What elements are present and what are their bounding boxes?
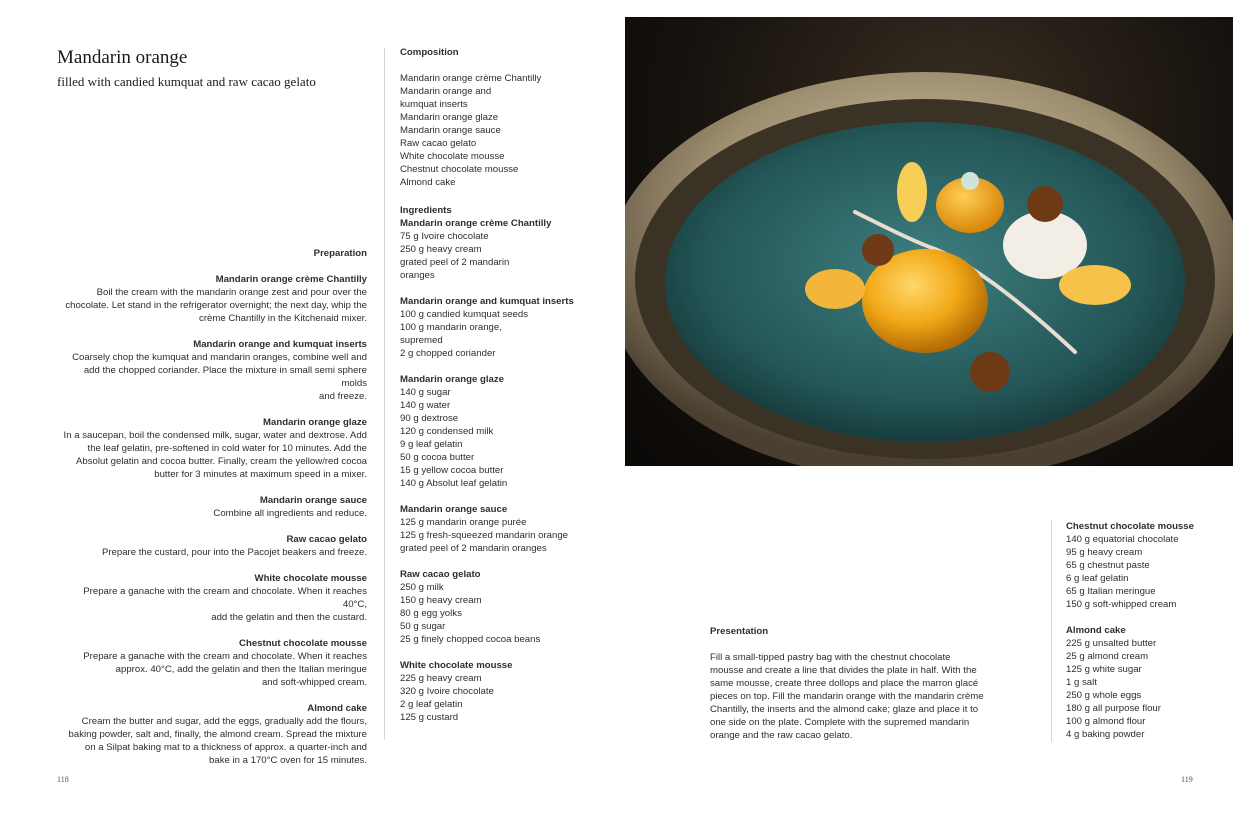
presentation-text [710, 651, 990, 742]
step-text-line: In a saucepan, boil the condensed milk, sugar, water and dextrose. Add [63, 430, 367, 441]
step-text-line: Cream the butter and sugar, add the eggs, gradually add the flours, [81, 716, 367, 727]
composition-item: White chocolate mousse [400, 151, 505, 162]
preparation-step [57, 273, 367, 325]
ingredient-list [400, 516, 600, 555]
ingredient-item: 180 g all purpose flour [1066, 703, 1161, 714]
ingredient-item: 125 g custard [400, 712, 459, 723]
ingredient-item: 50 g sugar [400, 621, 446, 632]
ingredient-list [1066, 637, 1226, 741]
preparation-heading: Preparation [313, 248, 367, 259]
ingredient-item: 150 g soft-whipped cream [1066, 599, 1177, 610]
step-text-line: crème Chantilly in the Kitchenaid mixer. [199, 313, 367, 324]
column-divider [384, 48, 385, 740]
step-text-line: Prepare the custard, pour into the Pacojet beakers and freeze. [101, 547, 367, 558]
ingredient-group [1066, 520, 1226, 611]
preparation-step [57, 416, 367, 481]
ingredient-item: grated peel of 2 mandarin oranges [400, 543, 547, 554]
ingredient-item: 225 g unsalted butter [1066, 638, 1157, 649]
step-text-line: and soft-whipped cream. [261, 677, 367, 688]
step-title: White chocolate mousse [254, 573, 367, 584]
step-title: Mandarin orange and kumquat inserts [193, 339, 367, 350]
ingredient-group [1066, 624, 1226, 741]
column-divider-right [1051, 520, 1052, 742]
step-text-line: chocolate. Let stand in the refrigerator overnight; the next day, whip the [65, 300, 367, 311]
preparation-step [57, 494, 367, 520]
ingredient-group-title: Mandarin orange sauce [400, 504, 508, 515]
composition-list [400, 72, 600, 189]
ingredient-item: supremed [400, 335, 443, 346]
right-page [620, 0, 1250, 824]
ingredient-list [400, 581, 600, 646]
ingredient-group [400, 217, 600, 282]
step-title: Mandarin orange glaze [263, 417, 367, 428]
step-text-line: on a Silpat baking mat to a thickness of approx. a quarter-inch and [84, 742, 367, 753]
presentation-text-line: Fill a small-tipped pastry bag with the chestnut chocolate [710, 652, 951, 663]
step-title: Chestnut chocolate mousse [239, 638, 367, 649]
ingredient-group [400, 373, 600, 490]
ingredient-group [400, 568, 600, 646]
ingredient-item: 140 g water [400, 400, 451, 411]
ingredient-item: 140 g Absolut leaf gelatin [400, 478, 508, 489]
ingredient-item: 25 g finely chopped cocoa beans [400, 634, 541, 645]
ingredient-item: grated peel of 2 mandarin [400, 257, 510, 268]
ingredient-item: 25 g almond cream [1066, 651, 1149, 662]
ingredient-group-title: Mandarin orange crème Chantilly [400, 218, 552, 229]
presentation-text-line: one side on the plate. Complete with the supremed mandarin [710, 717, 970, 728]
preparation-step [57, 702, 367, 767]
presentation-text-line: Chantilly, the inserts and the almond cake; glaze and place it to [710, 704, 979, 715]
ingredient-item: 125 g fresh-squeezed mandarin orange [400, 530, 569, 541]
ingredient-item: 95 g heavy cream [1066, 547, 1143, 558]
ingredient-item: 250 g whole eggs [1066, 690, 1142, 701]
ingredient-group [400, 503, 600, 555]
composition-item: kumquat inserts [400, 99, 468, 110]
ingredient-item: 120 g condensed milk [400, 426, 494, 437]
ingredients-heading: Ingredients [400, 205, 452, 216]
ingredient-group [400, 295, 600, 360]
ingredient-group-title: Chestnut chocolate mousse [1066, 521, 1194, 532]
ingredients-continued [1066, 520, 1226, 754]
ingredient-group-title: Mandarin orange glaze [400, 374, 504, 385]
step-title: Raw cacao gelato [286, 534, 367, 545]
composition-item: Mandarin orange sauce [400, 125, 501, 136]
ingredient-item: 65 g Italian meringue [1066, 586, 1156, 597]
composition-block [400, 46, 600, 189]
presentation-text-line: same mousse, create three dollops and place the marron glacé [710, 678, 979, 689]
ingredient-list [400, 230, 600, 282]
preparation-steps [57, 273, 367, 767]
step-text-line: approx. 40°C, add the gelatin and then the Italian meringue [115, 664, 367, 675]
ingredient-item: 4 g baking powder [1066, 729, 1145, 740]
composition-item: Mandarin orange glaze [400, 112, 499, 123]
ingredient-item: 100 g almond flour [1066, 716, 1146, 727]
ingredient-group-title: Raw cacao gelato [400, 569, 481, 580]
ingredients-block [400, 204, 600, 737]
step-text-line: Coarsely chop the kumquat and mandarin oranges, combine well and [72, 352, 367, 363]
plated-dessert-illustration [625, 17, 1233, 466]
preparation-column [57, 247, 367, 780]
presentation-block [710, 625, 990, 742]
ingredient-item: 1 g salt [1066, 677, 1097, 688]
step-text-line: bake in a 170°C oven for 15 minutes. [209, 755, 367, 766]
recipe-subtitle: filled with candied kumquat and raw cacao gelato [57, 74, 316, 89]
composition-item: Raw cacao gelato [400, 138, 477, 149]
composition-heading: Composition [400, 47, 459, 58]
ingredient-list [400, 308, 600, 360]
ingredient-item: 9 g leaf gelatin [400, 439, 463, 450]
ingredient-item: 140 g equatorial chocolate [1066, 534, 1179, 545]
step-text-line: the leaf gelatin, pre-softened in cold water for 10 minutes. Add the [87, 443, 367, 454]
left-page [0, 0, 620, 824]
preparation-step [57, 338, 367, 403]
ingredient-item: oranges [400, 270, 435, 281]
step-text-line: Prepare a ganache with the cream and chocolate. When it reaches [83, 651, 367, 662]
ingredient-list [400, 386, 600, 490]
step-text-line: Absolut gelatin and cocoa butter. Finally, cream the yellow/red cocoa [76, 456, 367, 467]
ingredient-item: 125 g mandarin orange purée [400, 517, 527, 528]
ingredient-group-title: Almond cake [1066, 625, 1126, 636]
ingredient-item: 225 g heavy cream [400, 673, 482, 684]
ingredient-item: 90 g dextrose [400, 413, 459, 424]
preparation-step [57, 572, 367, 624]
step-text-line: baking powder, salt and, finally, the almond cream. Spread the mixture [68, 729, 367, 740]
composition-item: Mandarin orange and [400, 86, 492, 97]
preparation-step [57, 637, 367, 689]
ingredient-item: 15 g yellow cocoa butter [400, 465, 504, 476]
ingredient-item: 250 g heavy cream [400, 244, 482, 255]
preparation-step [57, 533, 367, 559]
presentation-text-line: orange and the raw cacao gelato. [710, 730, 853, 741]
composition-item: Mandarin orange crème Chantilly [400, 73, 542, 84]
step-text-line: butter for 3 minutes at maximum speed in a mixer. [154, 469, 367, 480]
ingredient-item: 320 g Ivoire chocolate [400, 686, 494, 697]
ingredient-group [400, 659, 600, 724]
ingredient-item: 65 g chestnut paste [1066, 560, 1150, 571]
ingredient-item: 6 g leaf gelatin [1066, 573, 1129, 584]
page-number-right: 119 [1181, 775, 1193, 784]
presentation-text-line: pieces on top. Fill the mandarin orange with the mandarin crème [710, 691, 984, 702]
step-title: Mandarin orange sauce [259, 495, 367, 506]
ingredient-item: 50 g cocoa butter [400, 452, 475, 463]
ingredients-list [400, 217, 600, 724]
step-title: Mandarin orange crème Chantilly [215, 274, 367, 285]
ingredient-item: 80 g egg yolks [400, 608, 462, 619]
recipe-title: Mandarin orange [57, 47, 188, 68]
step-text-line: Prepare a ganache with the cream and chocolate. When it reaches 40°C, [83, 586, 367, 610]
ingredient-list [400, 672, 600, 724]
step-text-line: add the gelatin and then the custard. [211, 612, 367, 623]
ingredient-item: 75 g Ivoire chocolate [400, 231, 489, 242]
step-text-line: Combine all ingredients and reduce. [213, 508, 367, 519]
presentation-text-line: mousse and create a line that divides the plate in half. With the [710, 665, 977, 676]
ingredient-group-title: Mandarin orange and kumquat inserts [400, 296, 574, 307]
step-text-line: and freeze. [318, 391, 367, 402]
step-text-line: Boil the cream with the mandarin orange zest and pour over the [96, 287, 367, 298]
ingredient-item: 125 g white sugar [1066, 664, 1142, 675]
step-text-line: add the chopped coriander. Place the mixture in small semi sphere molds [83, 365, 367, 389]
page-number-left: 118 [57, 775, 69, 784]
composition-item: Chestnut chocolate mousse [400, 164, 519, 175]
ingredient-item: 150 g heavy cream [400, 595, 482, 606]
ingredient-item: 2 g chopped coriander [400, 348, 496, 359]
ingredient-item: 2 g leaf gelatin [400, 699, 463, 710]
ingredient-item: 100 g mandarin orange, [400, 322, 502, 333]
presentation-heading: Presentation [710, 626, 769, 637]
ingredient-item: 100 g candied kumquat seeds [400, 309, 529, 320]
dessert-photo [625, 17, 1233, 466]
composition-item: Almond cake [400, 177, 456, 188]
ingredient-group-title: White chocolate mousse [400, 660, 513, 671]
ingredient-item: 250 g milk [400, 582, 444, 593]
ingredient-item: 140 g sugar [400, 387, 451, 398]
step-title: Almond cake [307, 703, 367, 714]
ingredient-list [1066, 533, 1226, 611]
